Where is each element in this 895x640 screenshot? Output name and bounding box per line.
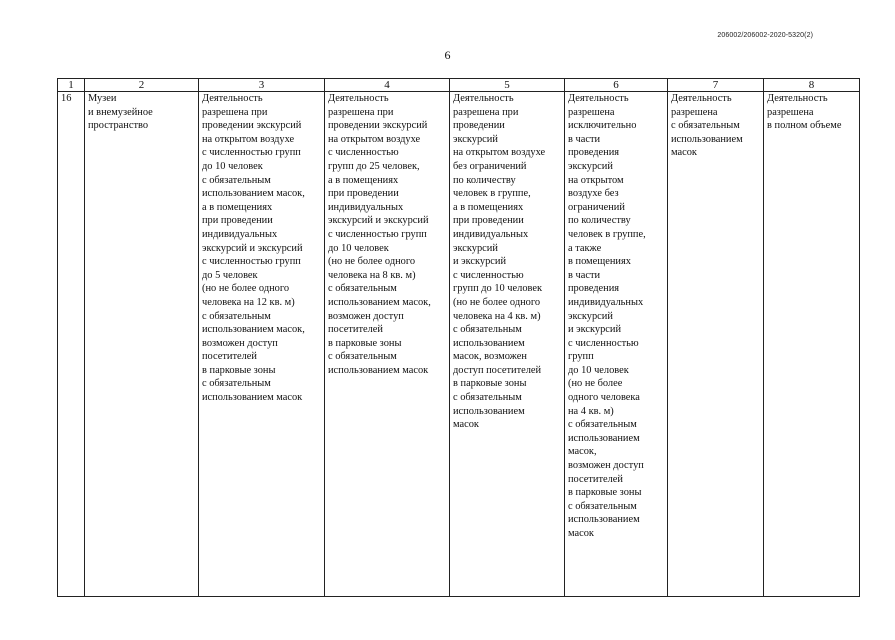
column-number: 7 — [668, 79, 764, 92]
column-number: 2 — [85, 79, 199, 92]
column-number: 1 — [58, 79, 85, 92]
column-number: 6 — [565, 79, 668, 92]
column-number: 8 — [764, 79, 860, 92]
column-number-row — [58, 79, 860, 92]
stage-cell: Деятельность разрешена при проведении экскурсий на открытом воздухе без ограничений по количеству человек в группе, а в помещениях при проведении индивидуальных экскурсий и экскурсий с численностью групп до 10 человек (но не более одного человека на 4 кв. м) с обязательным использованием масок, возможен доступ посетителей в парковые зоны с обязательным использованием масок — [450, 92, 565, 597]
document-id: 206002/206002-2020-5320(2) — [717, 32, 813, 39]
page-number: 6 — [444, 48, 451, 62]
stage-cell: Деятельность разрешена при проведении экскурсий на открытом воздухе с численностью групп до 25 человек, а в помещениях при проведении индивидуальных экскурсий и экскурсий с численностью групп до 10 человек (но не более одного человека на 8 кв. м) с обязательным использованием масок, возможен доступ посетителей в парковые зоны с обязательным использованием масок — [325, 92, 450, 597]
column-number: 3 — [199, 79, 325, 92]
column-number: 5 — [450, 79, 565, 92]
stage-cell: Деятельность разрешена в полном объеме — [764, 92, 860, 597]
object-name: Музеи и внемузейное пространство — [85, 92, 199, 597]
stage-cell: Деятельность разрешена при проведении экскурсий на открытом воздухе с численностью групп до 10 человек с обязательным использованием масок, а в помещениях при проведении индивидуальных экскурсий и экскурсий с численностью групп до 5 человек (но не более одного человека на 12 кв. м) с обязательным использованием масок, возможен доступ посетителей в парковые зоны с обязательным использованием масок — [199, 92, 325, 597]
row-number: 16 — [58, 92, 85, 597]
table-row — [58, 92, 860, 597]
stage-cell: Деятельность разрешена с обязательным использованием масок — [668, 92, 764, 597]
column-number: 4 — [325, 79, 450, 92]
stage-cell: Деятельность разрешена исключительно в части проведения экскурсий на открытом воздухе без ограничений по количеству человек в группе, а также в помещениях в части проведения индивидуальных экскурсий и экскурсий с численностью групп до 10 человек (но не более одного человека на 4 кв. м) с обязательным использованием масок, возможен доступ посетителей в парковые зоны с обязательным использованием масок — [565, 92, 668, 597]
regulation-table — [57, 78, 860, 597]
